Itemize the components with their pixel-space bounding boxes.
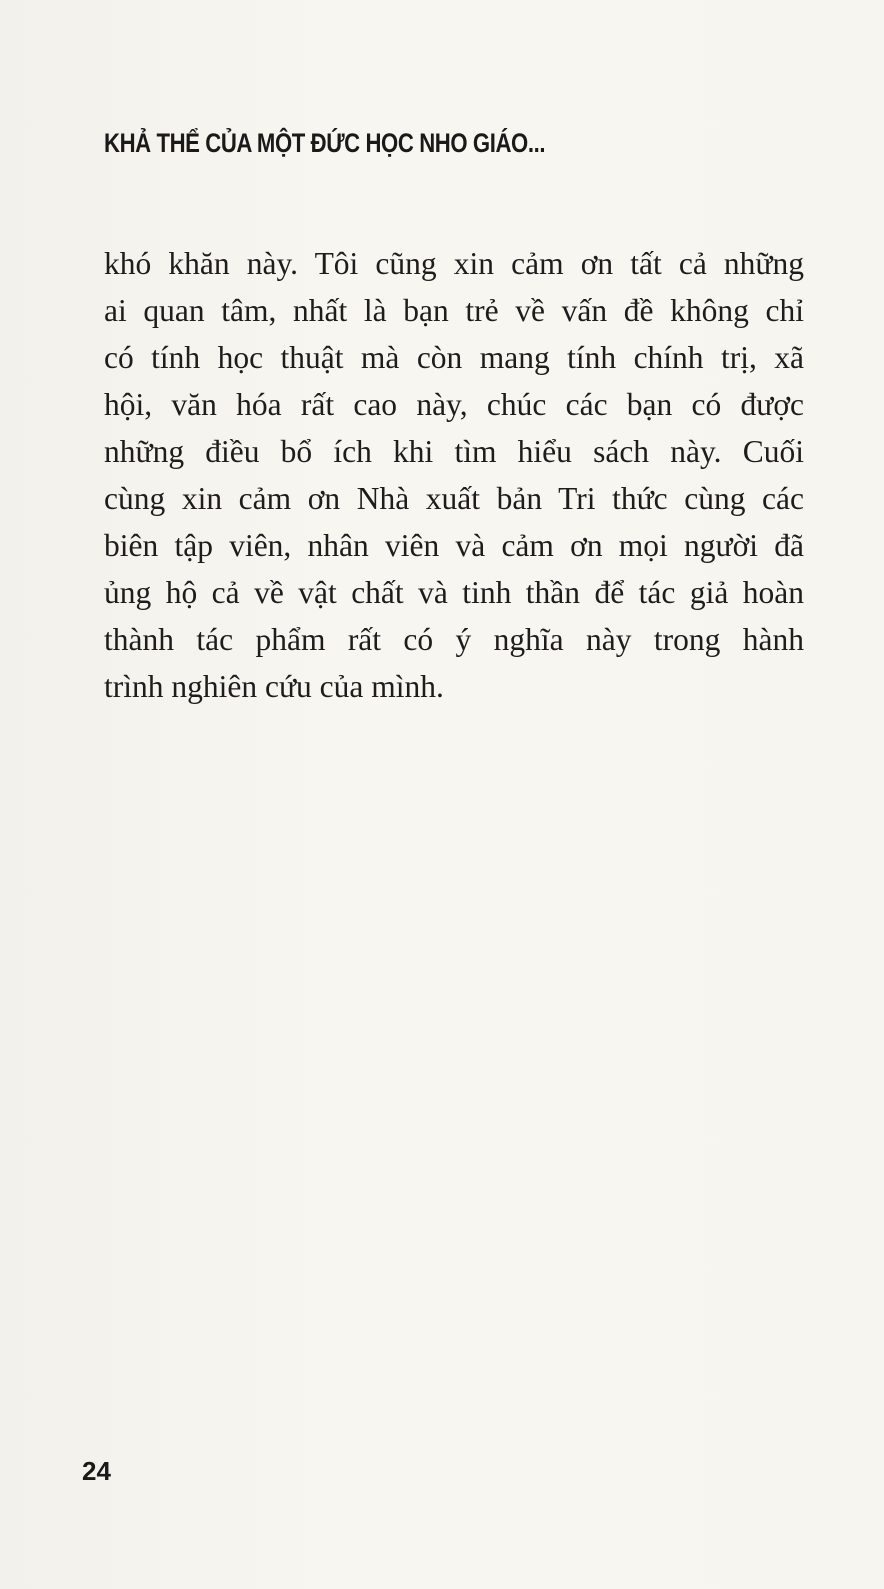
running-head-title: KHẢ THỂ CỦA MỘT ĐỨC HỌC NHO GIÁO...	[104, 128, 546, 158]
text-line: cùng xin cảm ơn Nhà xuất bản Tri thức cùng các	[104, 481, 804, 516]
page-number: 24	[82, 1456, 111, 1486]
text-line: thành tác phẩm rất có ý nghĩa này trong hành	[104, 622, 804, 657]
text-line: trình nghiên cứu của mình.	[104, 669, 444, 704]
text-line: hội, văn hóa rất cao này, chúc các bạn có được	[104, 387, 804, 422]
text-line: có tính học thuật mà còn mang tính chính trị, xã	[104, 340, 804, 375]
text-line: biên tập viên, nhân viên và cảm ơn mọi người đã	[104, 528, 804, 563]
text-line: khó khăn này. Tôi cũng xin cảm ơn tất cả những	[104, 246, 804, 281]
text-line: ai quan tâm, nhất là bạn trẻ về vấn đề không chỉ	[104, 293, 804, 328]
text-line: ủng hộ cả về vật chất và tinh thần để tác giả hoàn	[104, 575, 804, 610]
text-line: những điều bổ ích khi tìm hiểu sách này. Cuối	[104, 434, 804, 469]
body-paragraph	[104, 240, 804, 710]
